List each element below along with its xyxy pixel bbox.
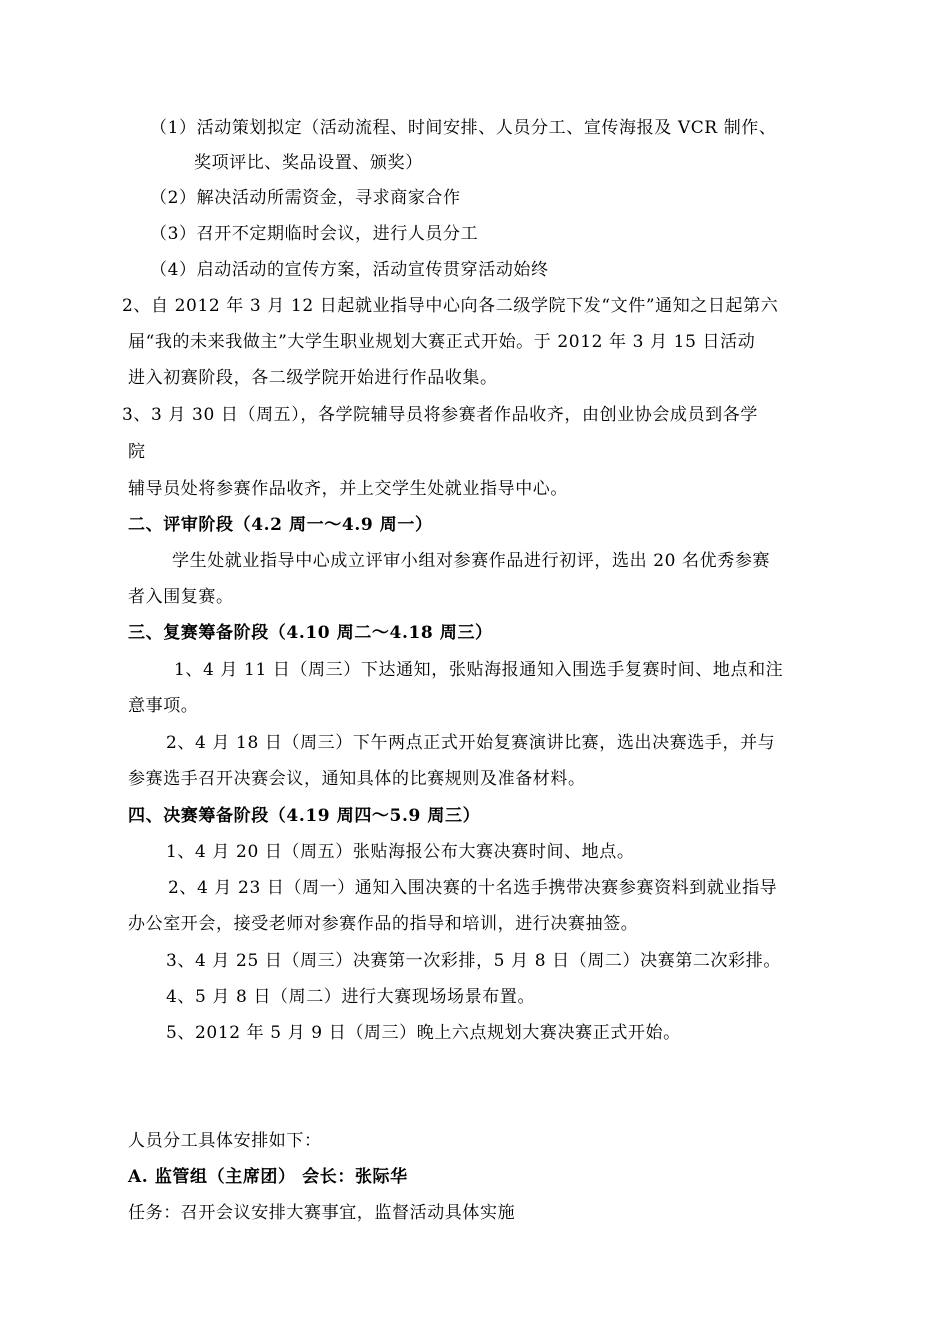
section-3-line-2: 意事项。 <box>128 696 199 716</box>
section-4-line-4: 3、4 月 25 日（周三）决赛第一次彩排，5 月 8 日（周二）决赛第二次彩排。 <box>166 951 781 971</box>
section-4-line-5: 4、5 月 8 日（周二）进行大赛现场场景布置。 <box>166 987 536 1007</box>
section-2-line-1: 学生处就业指导中心成立评审小组对参赛作品进行初评，选出 20 名优秀参赛 <box>172 551 771 571</box>
section-3-line-4: 参赛选手召开决赛会议，通知具体的比赛规则及准备材料。 <box>128 769 586 789</box>
item-3-line-3: 辅导员处将参赛作品收齐，并上交学生处就业指导中心。 <box>128 479 568 499</box>
group-a-task: 任务：召开会议安排大赛事宜，监督活动具体实施 <box>128 1203 516 1223</box>
item-3-line-1: 3、3 月 30 日（周五），各学院辅导员将参赛者作品收齐，由创业协会成员到各学 <box>122 405 758 425</box>
prep-item-4: （4）启动活动的宣传方案，活动宣传贯穿活动始终 <box>150 260 549 280</box>
group-a-heading: A. 监管组（主席团） 会长：张际华 <box>128 1167 408 1187</box>
prep-item-3: （3）召开不定期临时会议，进行人员分工 <box>150 224 479 244</box>
section-3-line-1: 1、4 月 11 日（周三）下达通知，张贴海报通知入围选手复赛时间、地点和注 <box>174 660 784 680</box>
section-4-line-2: 2、4 月 23 日（周一）通知入围决赛的十名选手携带决赛参赛资料到就业指导 <box>168 878 778 898</box>
section-3-heading: 三、复赛筹备阶段（4.10 周二～4.18 周三） <box>128 623 493 643</box>
item-2-line-1: 2、自 2012 年 3 月 12 日起就业指导中心向各二级学院下发“文件”通知之日起第六 <box>122 296 779 316</box>
staffing-intro: 人员分工具体安排如下： <box>128 1131 322 1151</box>
item-3-line-2: 院 <box>128 442 146 462</box>
section-2-heading: 二、评审阶段（4.2 周一～4.9 周一） <box>128 515 433 535</box>
section-4-line-6: 5、2012 年 5 月 9 日（周三）晚上六点规划大赛决赛正式开始。 <box>166 1023 681 1043</box>
section-3-line-3: 2、4 月 18 日（周三）下午两点正式开始复赛演讲比赛，选出决赛选手，并与 <box>166 733 776 753</box>
item-2-line-2: 届“我的未来我做主”大学生职业规划大赛正式开始。于 2012 年 3 月 15 日活动 <box>128 332 756 352</box>
section-4-line-1: 1、4 月 20 日（周五）张贴海报公布大赛决赛时间、地点。 <box>166 842 635 862</box>
item-2-line-3: 进入初赛阶段，各二级学院开始进行作品收集。 <box>128 368 498 388</box>
prep-item-1: （1）活动策划拟定（活动流程、时间安排、人员分工、宣传海报及 VCR 制作、 <box>150 118 777 138</box>
section-4-line-3: 办公室开会，接受老师对参赛作品的指导和培训，进行决赛抽签。 <box>128 914 639 934</box>
section-2-line-2: 者入围复赛。 <box>128 587 234 607</box>
prep-item-1-cont: 奖项评比、奖品设置、颁奖） <box>194 153 423 173</box>
prep-item-2: （2）解决活动所需资金，寻求商家合作 <box>150 188 461 208</box>
section-4-heading: 四、决赛筹备阶段（4.19 周四～5.9 周三） <box>128 806 481 826</box>
